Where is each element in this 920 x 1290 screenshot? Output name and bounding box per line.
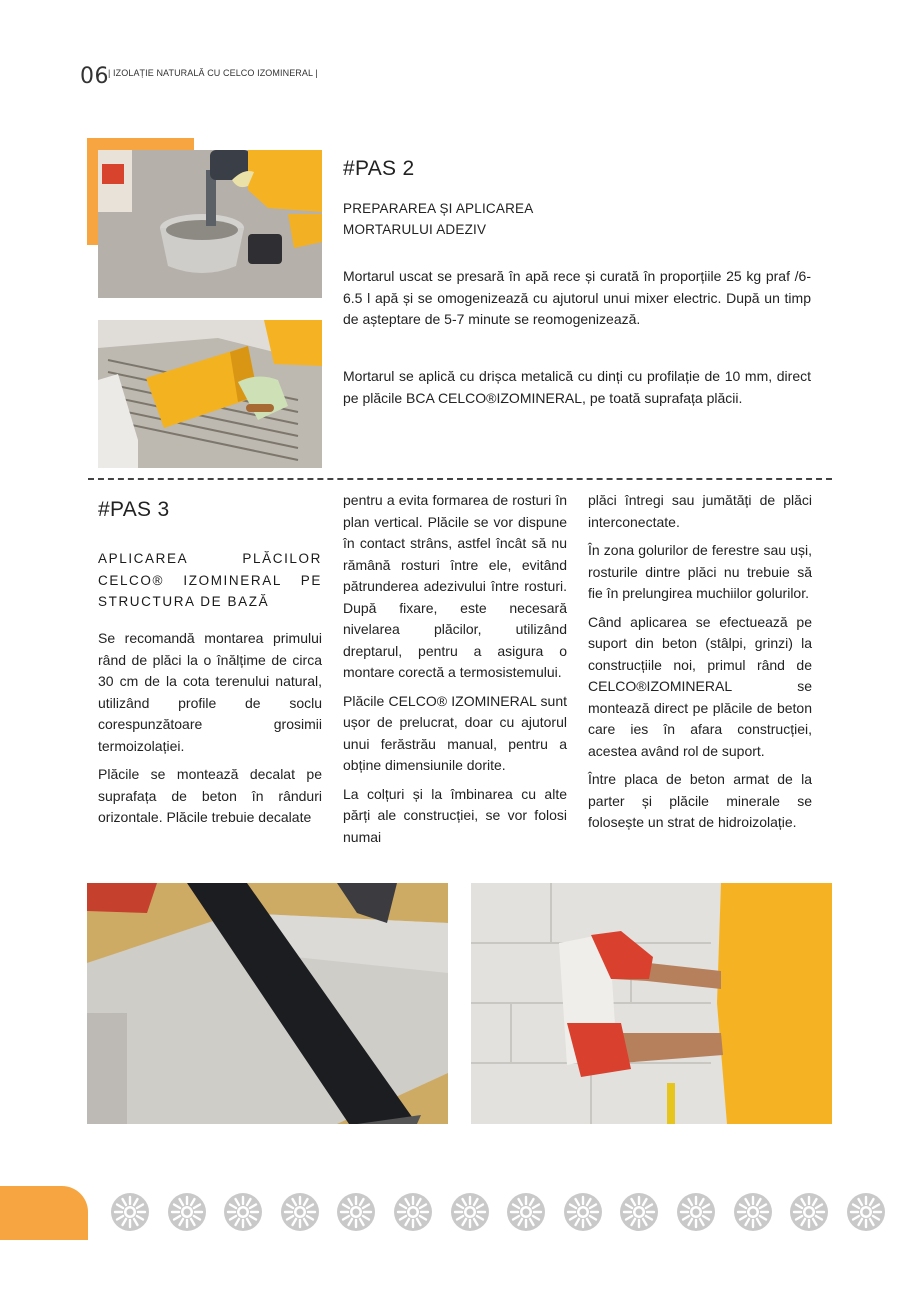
sun-gear-icon <box>789 1192 829 1232</box>
photo-mixing-mortar <box>98 150 322 298</box>
pas3-col1-paragraph: Se recomandă montarea primului rând de plăci la o înălțime de circa 30 cm de la cota terenului natural, utilizând profile de soclu corespunzătoare grosimii termoizolației. <box>98 630 322 754</box>
pas3-col1-paragraph: Plăcile se montează decalat pe suprafața de beton în rânduri orizontale. Plăcile trebuie decalate <box>98 766 322 825</box>
pas3-column-3 <box>588 490 812 841</box>
sun-gear-icon <box>223 1192 263 1232</box>
pas2-title: #PAS 2 <box>343 157 415 180</box>
sun-gear-icon <box>336 1192 376 1232</box>
sun-gear-icon <box>846 1192 886 1232</box>
pas3-column-1 <box>98 628 322 836</box>
pas3-col2-paragraph: La colțuri și la îmbinarea cu alte părți ale construcției, se vor folosi numai <box>343 785 567 845</box>
pas3-col2-paragraph: Plăcile CELCO® IZOMINERAL sunt ușor de prelucrat, doar cu ajutorul unui ferăstrău manual, pentru a obține dimensiunile dorite. <box>343 692 567 773</box>
footer-icon-row <box>110 1192 890 1234</box>
sun-gear-icon <box>563 1192 603 1232</box>
sun-gear-icon <box>619 1192 659 1232</box>
pas3-column-2 <box>343 490 567 855</box>
footer-orange-tab <box>0 1186 88 1240</box>
pas2-paragraph-1: Mortarul uscat se presară în apă rece și curată în proporțiile 25 kg praf /6-6.5 l apă și se omogenizează cu ajutorul unui mixer electric. După un timp de așteptare de 5-7 minute se reomogenizează. <box>343 268 811 327</box>
sun-gear-icon <box>506 1192 546 1232</box>
dashed-divider <box>88 478 832 480</box>
photo-mounting-plates <box>471 883 832 1124</box>
pas2-subtitle-line2: MORTARULUI ADEZIV <box>343 222 487 237</box>
sun-gear-icon <box>167 1192 207 1232</box>
sun-gear-icon <box>393 1192 433 1232</box>
pas2-subtitle <box>343 198 643 240</box>
page-number: 06 <box>80 64 109 89</box>
sun-gear-icon <box>450 1192 490 1232</box>
photo-applying-mortar <box>98 320 322 468</box>
pas3-col3-paragraph: plăci întregi sau jumătăți de plăci interconectate. <box>588 492 812 530</box>
pas3-col3-paragraph: Între placa de beton armat de la parter și plăcile minerale se folosește un strat de hidroizolație. <box>588 771 812 830</box>
pas2-subtitle-line1: PREPARAREA ȘI APLICAREA <box>343 201 534 216</box>
pas3-col3-paragraph: În zona golurilor de ferestre sau uși, rosturile dintre plăci nu trebuie să fie în prelungirea muchiilor golurilor. <box>588 542 812 601</box>
pas3-subtitle: APLICAREA PLĂCILOR CELCO® IZOMINERAL PE STRUCTURA DE BAZĂ <box>98 551 322 609</box>
header-title: | IZOLAȚIE NATURALĂ CU CELCO IZOMINERAL | <box>108 68 318 78</box>
sun-gear-icon <box>676 1192 716 1232</box>
pas3-col3-paragraph: Când aplicarea se efectuează pe suport din beton (stâlpi, grinzi) la construcțiile noi, primul rând de CELCO®IZOMINERAL se montează direct pe plăcile de beton care ies în afara construcției, acestea având rol de suport. <box>588 613 812 759</box>
sun-gear-icon <box>280 1192 320 1232</box>
photo-cutting-block <box>87 883 448 1124</box>
sun-gear-icon <box>110 1192 150 1232</box>
pas3-col2-paragraph: pentru a evita formarea de rosturi în plan vertical. Plăcile se vor dispune în contact strâns, astfel încât să nu rămână rosturi între ele, evitând pătrunderea adezivului între rosturi. După fixare, este necesară nivelarea plăcilor, utilizând dreptarul, pentru a asigura o montare corectă a termosistemului. <box>343 492 567 680</box>
pas3-title: #PAS 3 <box>98 498 170 521</box>
pas2-paragraph-2: Mortarul se aplică cu drișca metalică cu dinți cu profilație de 10 mm, direct pe plăcile BCA CELCO®IZOMINERAL, pe toată suprafața plăcii. <box>343 368 811 406</box>
sun-gear-icon <box>733 1192 773 1232</box>
